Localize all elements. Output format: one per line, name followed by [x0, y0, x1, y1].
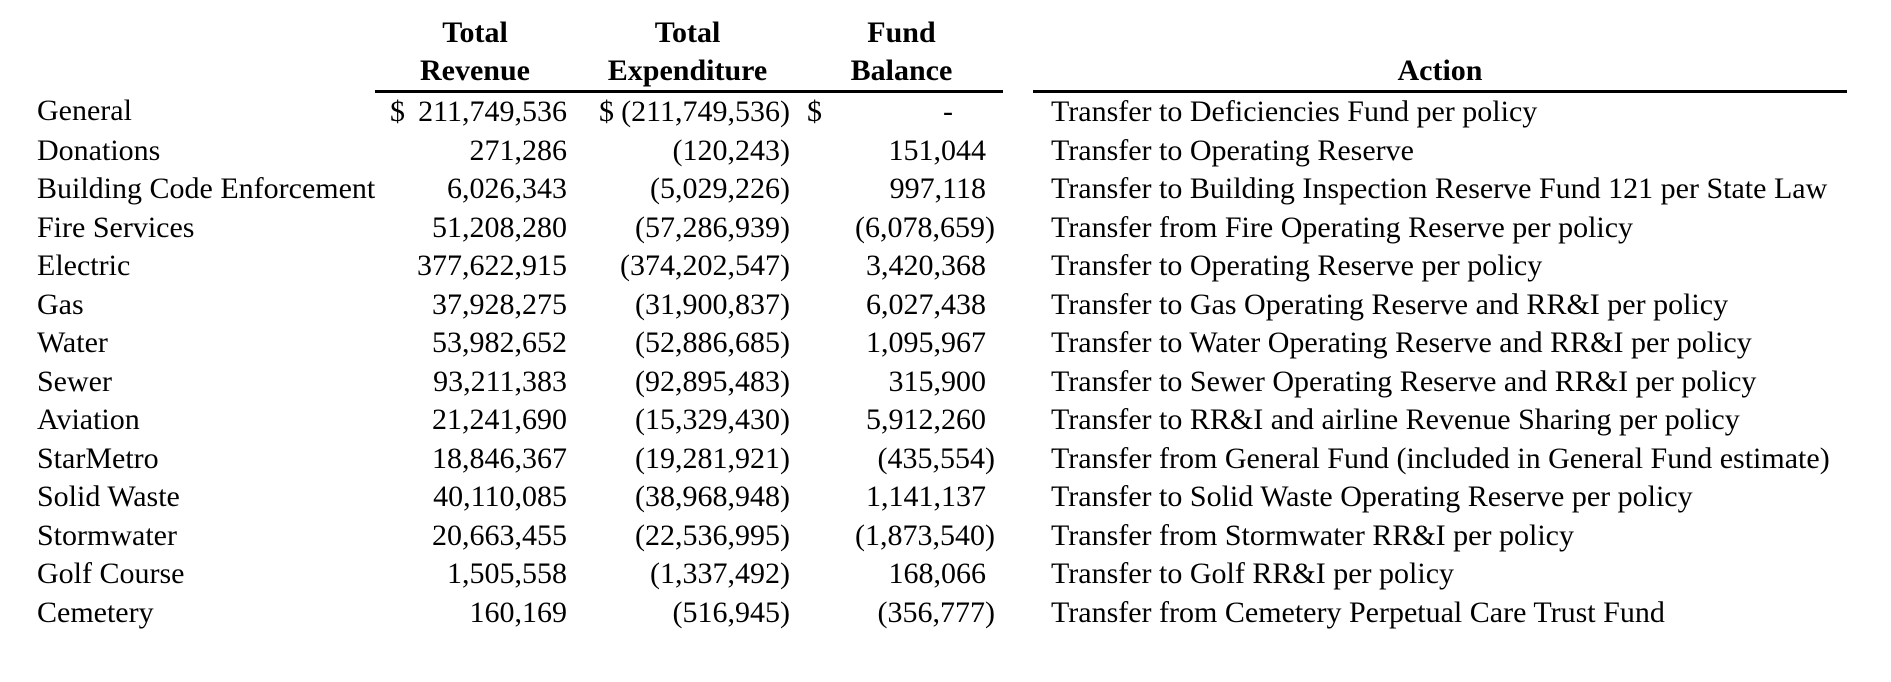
total-revenue-value: 51,208,280: [432, 210, 567, 244]
fund-balance-cell: [800, 594, 1003, 633]
fund-name-label: Gas: [37, 287, 84, 321]
table-row: [0, 170, 1847, 209]
fund-balance-cell: [800, 247, 1003, 286]
action-cell: [1033, 92, 1847, 132]
fund-balance-cell: [800, 555, 1003, 594]
total-revenue-value: 20,663,455: [432, 518, 567, 552]
total-revenue-cell: [375, 209, 575, 248]
action-cell: [1033, 132, 1847, 171]
total-revenue-value: 40,110,085: [433, 480, 567, 513]
col-header-action-spacer: [1033, 14, 1847, 52]
action-cell: [1033, 286, 1847, 325]
fund-balance-cell: [800, 478, 1003, 517]
total-revenue-value: 160,169: [469, 595, 567, 629]
action-cell: [1033, 478, 1847, 517]
currency-symbol: $: [390, 95, 405, 128]
gap-cell: [1003, 209, 1033, 248]
fund-name-header-spacer: [0, 14, 375, 52]
total-expenditure-cell: [575, 555, 800, 594]
action-cell: [1033, 555, 1847, 594]
table-body: [0, 92, 1847, 633]
table-row: [0, 555, 1847, 594]
fund-name-label: Donations: [37, 133, 161, 167]
fund-name-label: Electric: [37, 249, 131, 282]
fund-balance-value: 168,066: [888, 557, 986, 590]
fund-name-label: Fire Services: [37, 210, 195, 244]
total-revenue-value: 6,026,343: [447, 172, 567, 205]
total-revenue-cell: [375, 170, 575, 209]
fund-name-cell: [0, 555, 375, 594]
fund-balance-value: 6,027,438: [866, 287, 986, 321]
action-label: Transfer to RR&I and airline Revenue Sharing per policy: [1051, 403, 1740, 436]
action-cell: [1033, 363, 1847, 402]
action-cell: [1033, 170, 1847, 209]
table-row: [0, 247, 1847, 286]
currency-symbol: $: [807, 95, 822, 128]
fund-balance-value: 1,095,967: [866, 326, 986, 359]
total-revenue-cell: [375, 247, 575, 286]
fund-balance-cell: [800, 401, 1003, 440]
gap-cell: [1003, 170, 1033, 209]
total-expenditure-value: (38,968,948): [635, 480, 790, 513]
fund-summary-table: [0, 14, 1847, 632]
total-expenditure-value: (120,243): [672, 133, 790, 167]
fund-name-cell: [0, 478, 375, 517]
total-revenue-cell: [375, 517, 575, 556]
gap-cell: [1003, 363, 1033, 402]
fund-balance-cell: [800, 286, 1003, 325]
total-expenditure-cell: [575, 401, 800, 440]
total-expenditure-value: (516,945): [672, 595, 790, 629]
total-revenue-cell: [375, 478, 575, 517]
fund-name-header-spacer: [0, 52, 375, 92]
fund-name-label: Aviation: [37, 403, 140, 436]
total-expenditure-cell: [575, 517, 800, 556]
total-revenue-cell: [375, 324, 575, 363]
table-row: [0, 324, 1847, 363]
fund-name-cell: [0, 132, 375, 171]
fund-balance-value: -: [943, 95, 953, 128]
total-revenue-value: 377,622,915: [417, 249, 567, 282]
col-header-expenditure-line1: Total: [654, 16, 721, 49]
total-expenditure-cell: [575, 363, 800, 402]
total-expenditure-cell: [575, 209, 800, 248]
total-revenue-cell: [375, 401, 575, 440]
total-expenditure-value: (5,029,226): [650, 172, 790, 205]
gap-cell: [1003, 594, 1033, 633]
table-row: [0, 517, 1847, 556]
total-expenditure-value: (57,286,939): [635, 210, 790, 244]
fund-balance-cell: [800, 363, 1003, 402]
fund-name-label: Golf Course: [37, 557, 185, 590]
total-expenditure-value: (22,536,995): [635, 518, 790, 552]
total-revenue-value: 21,241,690: [432, 403, 567, 436]
fund-name-label: Cemetery: [37, 595, 154, 629]
total-revenue-value: 18,846,367: [432, 441, 567, 475]
total-expenditure-value: (15,329,430): [635, 403, 790, 436]
action-label: Transfer from Cemetery Perpetual Care Trust Fund: [1051, 595, 1665, 629]
fund-name-label: Stormwater: [37, 518, 177, 552]
total-revenue-cell: [375, 594, 575, 633]
table-row: [0, 478, 1847, 517]
gap-cell: [1003, 517, 1033, 556]
fund-balance-value: (356,777): [877, 595, 995, 629]
action-cell: [1033, 401, 1847, 440]
total-expenditure-cell: [575, 286, 800, 325]
total-expenditure-value: (92,895,483): [635, 364, 790, 398]
total-expenditure-cell: [575, 170, 800, 209]
action-label: Transfer from General Fund (included in General Fund estimate): [1051, 441, 1830, 475]
action-label: Transfer to Gas Operating Reserve and RR&I per policy: [1051, 287, 1729, 321]
fund-name-cell: [0, 594, 375, 633]
table-row: [0, 92, 1847, 132]
gap-cell: [1003, 286, 1033, 325]
fund-balance-value: (435,554): [877, 441, 995, 475]
fund-name-label: General: [37, 94, 132, 128]
action-label: Transfer to Golf RR&I per policy: [1051, 557, 1455, 590]
col-header-balance-line2: Balance: [800, 52, 1003, 92]
total-expenditure-cell: [575, 247, 800, 286]
action-cell: [1033, 247, 1847, 286]
header-gap: [1003, 52, 1033, 92]
total-revenue-value: 211,749,536: [418, 95, 567, 128]
col-header-balance-line1: Fund: [867, 16, 936, 49]
action-cell: [1033, 209, 1847, 248]
fund-balance-cell: [800, 209, 1003, 248]
total-expenditure-value: (52,886,685): [635, 326, 790, 359]
total-expenditure-value: (19,281,921): [635, 441, 790, 475]
table-header: [0, 14, 1847, 92]
gap-cell: [1003, 555, 1033, 594]
total-revenue-cell: [375, 555, 575, 594]
total-revenue-value: 53,982,652: [432, 326, 567, 359]
total-expenditure-cell: [575, 132, 800, 171]
total-revenue-value: 1,505,558: [447, 557, 567, 590]
action-label: Transfer to Operating Reserve: [1051, 133, 1414, 167]
total-revenue-value: 93,211,383: [433, 364, 567, 398]
total-expenditure-value: (211,749,536): [621, 95, 790, 128]
fund-name-cell: [0, 324, 375, 363]
total-expenditure-cell: [575, 92, 800, 132]
fund-name-cell: [0, 363, 375, 402]
fund-balance-value: (1,873,540): [855, 518, 995, 552]
table-row: [0, 209, 1847, 248]
fund-name-cell: [0, 401, 375, 440]
action-label: Transfer to Solid Waste Operating Reserve per policy: [1051, 480, 1693, 513]
fund-name-cell: [0, 247, 375, 286]
fund-name-cell: [0, 209, 375, 248]
fund-name-cell: [0, 286, 375, 325]
action-label: Transfer to Building Inspection Reserve Fund 121 per State Law: [1051, 172, 1828, 205]
gap-cell: [1003, 92, 1033, 132]
fund-balance-cell: [800, 324, 1003, 363]
gap-cell: [1003, 440, 1033, 479]
total-revenue-cell: [375, 440, 575, 479]
fund-name-cell: [0, 517, 375, 556]
gap-cell: [1003, 401, 1033, 440]
col-header-action: Action: [1033, 52, 1847, 92]
action-label: Transfer to Deficiencies Fund per policy: [1051, 95, 1538, 128]
action-label: Transfer to Sewer Operating Reserve and RR&I per policy: [1051, 364, 1757, 398]
fund-balance-value: (6,078,659): [855, 210, 995, 244]
total-expenditure-cell: [575, 324, 800, 363]
fund-balance-value: 997,118: [889, 172, 986, 205]
table-row: [0, 286, 1847, 325]
action-cell: [1033, 440, 1847, 479]
action-cell: [1033, 594, 1847, 633]
fund-balance-value: 315,900: [888, 364, 986, 398]
total-revenue-value: 37,928,275: [432, 287, 567, 321]
total-expenditure-value: (374,202,547): [620, 249, 790, 282]
fund-balance-value: 5,912,260: [866, 403, 986, 436]
col-header-revenue-line2: Revenue: [375, 52, 575, 92]
total-revenue-cell: [375, 286, 575, 325]
table-row: [0, 440, 1847, 479]
action-cell: [1033, 517, 1847, 556]
total-expenditure-cell: [575, 478, 800, 517]
fund-balance-value: 3,420,368: [866, 249, 986, 282]
col-header-revenue-line1: Total: [442, 16, 508, 49]
table-row: [0, 401, 1847, 440]
fund-balance-cell: [800, 92, 1003, 132]
action-label: Transfer from Fire Operating Reserve per policy: [1051, 210, 1634, 244]
total-revenue-value: 271,286: [469, 133, 567, 167]
total-expenditure-cell: [575, 594, 800, 633]
total-revenue-cell: [375, 363, 575, 402]
total-expenditure-value: (31,900,837): [635, 287, 790, 321]
currency-symbol: $: [599, 95, 614, 128]
fund-name-cell: [0, 170, 375, 209]
gap-cell: [1003, 247, 1033, 286]
header-gap: [1003, 14, 1033, 52]
gap-cell: [1003, 478, 1033, 517]
fund-name-label: Sewer: [37, 364, 112, 398]
fund-balance-value: 1,141,137: [866, 480, 986, 513]
table-row: [0, 132, 1847, 171]
gap-cell: [1003, 132, 1033, 171]
fund-balance-cell: [800, 440, 1003, 479]
fund-balance-cell: [800, 132, 1003, 171]
fund-balance-cell: [800, 517, 1003, 556]
fund-name-cell: [0, 92, 375, 132]
gap-cell: [1003, 324, 1033, 363]
fund-balance-value: 151,044: [888, 133, 986, 167]
col-header-expenditure-line2: Expenditure: [575, 52, 800, 92]
action-cell: [1033, 324, 1847, 363]
fund-name-label: Solid Waste: [37, 480, 180, 513]
total-revenue-cell: [375, 92, 575, 132]
action-label: Transfer to Water Operating Reserve and RR&I per policy: [1051, 326, 1752, 359]
fund-balance-cell: [800, 170, 1003, 209]
table-row: [0, 594, 1847, 633]
total-expenditure-cell: [575, 440, 800, 479]
fund-name-label: Building Code Enforcement: [37, 172, 376, 205]
table-row: [0, 363, 1847, 402]
action-label: Transfer to Operating Reserve per policy: [1051, 249, 1543, 282]
fund-name-label: StarMetro: [37, 441, 159, 475]
total-revenue-cell: [375, 132, 575, 171]
action-label: Transfer from Stormwater RR&I per policy: [1051, 518, 1574, 552]
fund-name-cell: [0, 440, 375, 479]
total-expenditure-value: (1,337,492): [650, 557, 790, 590]
fund-name-label: Water: [37, 326, 108, 359]
header-row-2: [0, 52, 1847, 92]
header-row-1: [0, 14, 1847, 52]
